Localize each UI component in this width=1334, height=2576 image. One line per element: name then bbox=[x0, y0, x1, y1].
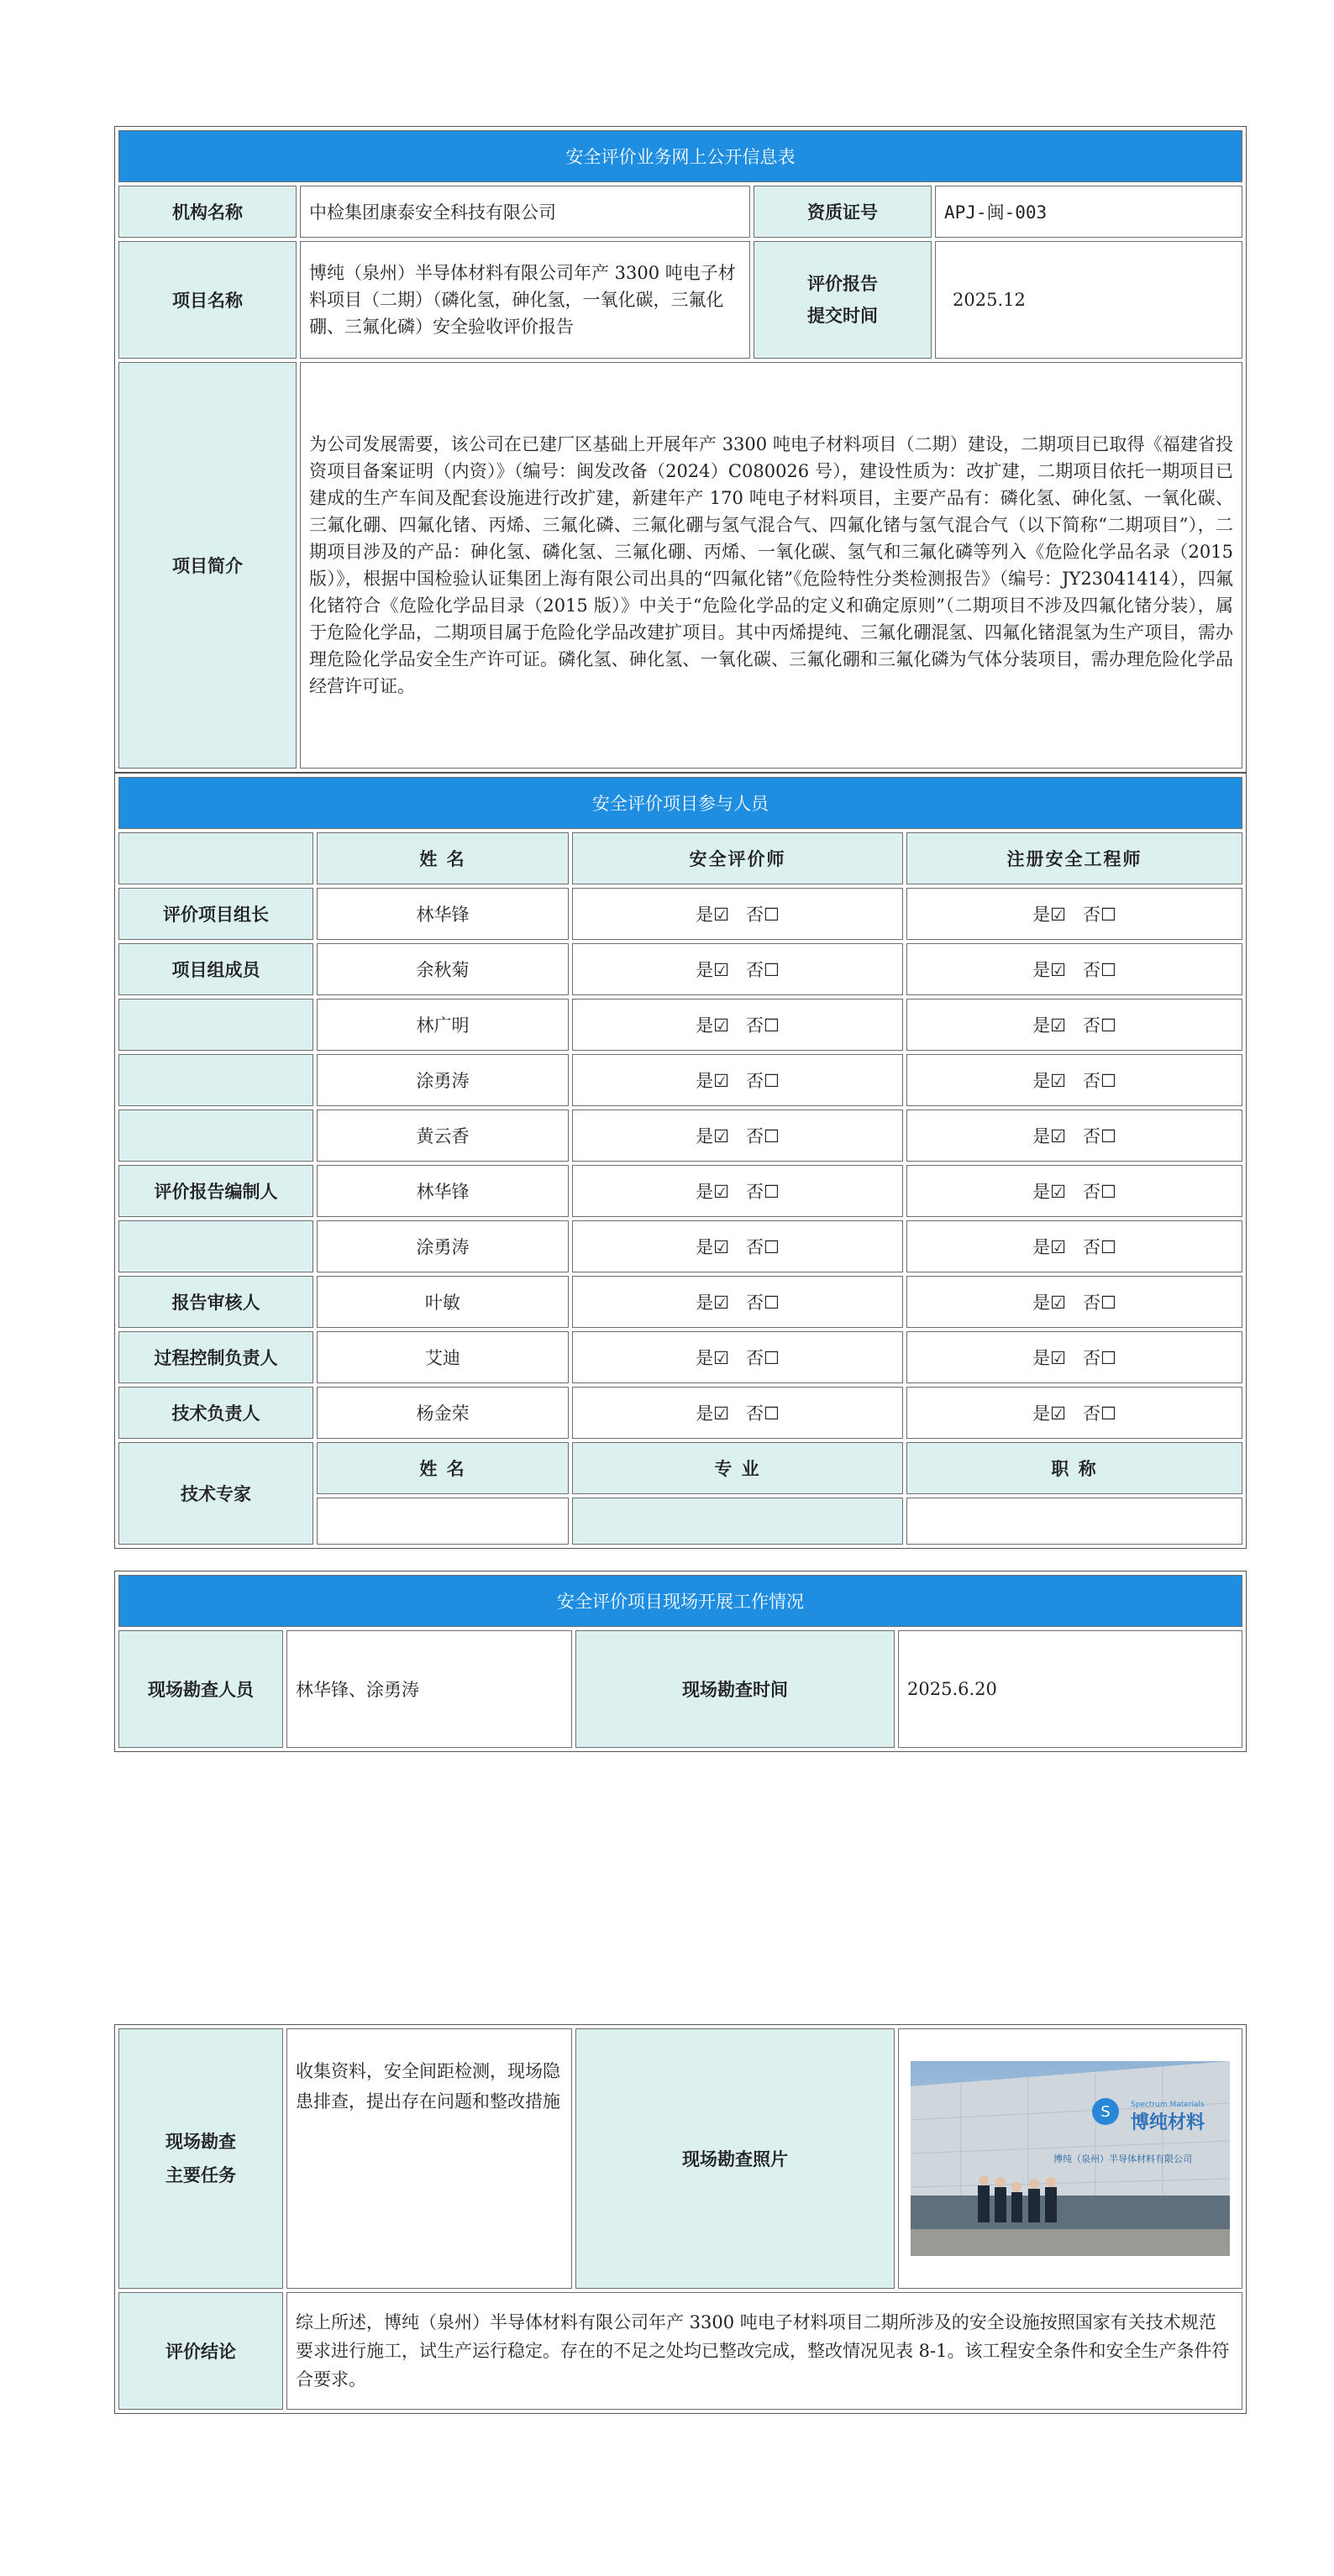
evaluator-checkbox-cell bbox=[572, 943, 903, 995]
evaluator-checkbox-cell bbox=[572, 1110, 903, 1162]
expert-col-field: 专 业 bbox=[572, 1442, 903, 1494]
project-label: 项目名称 bbox=[118, 241, 297, 359]
person-row bbox=[118, 999, 1242, 1051]
person-row bbox=[118, 1387, 1242, 1439]
empty-box-icon: ☐ bbox=[764, 905, 780, 925]
expert-col-title: 职 称 bbox=[906, 1442, 1242, 1494]
no-label: 否 bbox=[746, 1348, 764, 1368]
person-name: 杨金荣 bbox=[317, 1387, 569, 1439]
photo-cell bbox=[898, 2028, 1242, 2289]
evaluator-checkbox-cell bbox=[572, 888, 903, 940]
engineer-checkbox-cell bbox=[906, 999, 1242, 1051]
person-row bbox=[118, 1165, 1242, 1217]
org-value: 中检集团康泰安全科技有限公司 bbox=[300, 186, 750, 238]
person-row bbox=[118, 888, 1242, 940]
checked-box-icon: ☑ bbox=[713, 1237, 729, 1257]
person-row bbox=[118, 1276, 1242, 1328]
col-evaluator: 安全评价师 bbox=[572, 832, 903, 884]
photo-sign-cn: 博纯材料 bbox=[1131, 2112, 1205, 2133]
empty-box-icon: ☐ bbox=[764, 1348, 780, 1368]
project-value: 博纯（泉州）半导体材料有限公司年产 3300 吨电子材料项目（二期）（磷化氢，砷化氢，一氧化碳，三氟化硼、三氟化磷）安全验收评价报告 bbox=[300, 241, 750, 359]
checked-box-icon: ☑ bbox=[1050, 1348, 1066, 1368]
staff-value: 林华锋、涂勇涛 bbox=[286, 1630, 572, 1748]
yes-label: 是 bbox=[696, 960, 714, 980]
svg-text:S: S bbox=[1100, 2103, 1111, 2121]
engineer-checkbox-cell bbox=[906, 1165, 1242, 1217]
person-role bbox=[118, 1054, 313, 1106]
site-photo-image bbox=[911, 2061, 1230, 2256]
conclusion-value: 综上所述，博纯（泉州）半导体材料有限公司年产 3300 吨电子材料项目二期所涉及的安全设施按照国家有关技术规范要求进行施工，试生产运行稳定。存在的不足之处均已整改完成，整改情况见表 8-1。该工程安全条件和安全生产条件符合要求。 bbox=[286, 2292, 1242, 2410]
checked-box-icon: ☑ bbox=[713, 905, 729, 925]
evaluator-checkbox-cell bbox=[572, 1054, 903, 1106]
yes-label: 是 bbox=[696, 1126, 714, 1146]
checked-box-icon: ☑ bbox=[1050, 1015, 1066, 1036]
yes-label: 是 bbox=[1032, 1403, 1051, 1424]
intro-label: 项目简介 bbox=[118, 362, 297, 769]
no-label: 否 bbox=[746, 1071, 764, 1091]
engineer-checkbox-cell bbox=[906, 1220, 1242, 1272]
empty-box-icon: ☐ bbox=[764, 960, 780, 980]
checked-box-icon: ☑ bbox=[713, 1182, 729, 1202]
yes-label: 是 bbox=[1032, 905, 1051, 925]
yes-label: 是 bbox=[696, 1182, 714, 1202]
person-role bbox=[118, 999, 313, 1051]
site-header: 安全评价项目现场开展工作情况 bbox=[118, 1575, 1242, 1627]
person-role bbox=[118, 1110, 313, 1162]
cert-value: APJ-闽-003 bbox=[935, 186, 1242, 238]
person-name: 涂勇涛 bbox=[317, 1054, 569, 1106]
engineer-checkbox-cell bbox=[906, 888, 1242, 940]
checked-box-icon: ☑ bbox=[1050, 1126, 1066, 1146]
empty-box-icon: ☐ bbox=[1100, 1237, 1116, 1257]
no-label: 否 bbox=[1083, 1348, 1100, 1368]
personnel-table bbox=[114, 773, 1247, 1549]
person-role: 技术负责人 bbox=[118, 1387, 313, 1439]
person-role: 项目组成员 bbox=[118, 943, 313, 995]
yes-label: 是 bbox=[696, 1348, 714, 1368]
no-label: 否 bbox=[746, 1126, 764, 1146]
evaluator-checkbox-cell bbox=[572, 1387, 903, 1439]
no-label: 否 bbox=[746, 1182, 764, 1202]
no-label: 否 bbox=[746, 1237, 764, 1257]
empty-box-icon: ☐ bbox=[764, 1237, 780, 1257]
yes-label: 是 bbox=[1032, 1182, 1051, 1202]
evaluator-checkbox-cell bbox=[572, 1276, 903, 1328]
yes-label: 是 bbox=[696, 1015, 714, 1036]
empty-box-icon: ☐ bbox=[764, 1015, 780, 1036]
engineer-checkbox-cell bbox=[906, 1387, 1242, 1439]
cert-label: 资质证号 bbox=[754, 186, 932, 238]
yes-label: 是 bbox=[1032, 1071, 1051, 1091]
site-photo bbox=[911, 2061, 1230, 2256]
person-row bbox=[118, 1220, 1242, 1272]
evaluator-checkbox-cell bbox=[572, 999, 903, 1051]
engineer-checkbox-cell bbox=[906, 1331, 1242, 1383]
engineer-checkbox-cell bbox=[906, 1054, 1242, 1106]
empty-box-icon: ☐ bbox=[1100, 1182, 1116, 1202]
no-label: 否 bbox=[1083, 960, 1100, 980]
no-label: 否 bbox=[746, 1015, 764, 1036]
info-table bbox=[114, 126, 1247, 773]
expert-col-name: 姓 名 bbox=[317, 1442, 569, 1494]
checked-box-icon: ☑ bbox=[713, 1293, 729, 1313]
yes-label: 是 bbox=[696, 1403, 714, 1424]
engineer-checkbox-cell bbox=[906, 1110, 1242, 1162]
task-label-line2: 主要任务 bbox=[165, 2165, 236, 2185]
yes-label: 是 bbox=[1032, 1237, 1051, 1257]
no-label: 否 bbox=[1083, 1293, 1100, 1313]
yes-label: 是 bbox=[696, 905, 714, 925]
expert-name-cell bbox=[317, 1498, 569, 1545]
no-label: 否 bbox=[1083, 1015, 1100, 1036]
time-value: 2025.6.20 bbox=[898, 1630, 1242, 1748]
no-label: 否 bbox=[1083, 1126, 1100, 1146]
engineer-checkbox-cell bbox=[906, 1276, 1242, 1328]
no-label: 否 bbox=[746, 1403, 764, 1424]
empty-box-icon: ☐ bbox=[764, 1071, 780, 1091]
yes-label: 是 bbox=[1032, 960, 1051, 980]
yes-label: 是 bbox=[1032, 1293, 1051, 1313]
no-label: 否 bbox=[1083, 1182, 1100, 1202]
checked-box-icon: ☑ bbox=[1050, 905, 1066, 925]
person-name: 涂勇涛 bbox=[317, 1220, 569, 1272]
expert-field-cell bbox=[572, 1498, 903, 1545]
site-task-table bbox=[114, 2024, 1247, 2414]
person-role: 报告审核人 bbox=[118, 1276, 313, 1328]
table-title: 安全评价业务网上公开信息表 bbox=[118, 130, 1242, 182]
no-label: 否 bbox=[1083, 1403, 1100, 1424]
photo-sign-sub: 博纯（泉州）半导体材料有限公司 bbox=[1053, 2154, 1192, 2164]
checked-box-icon: ☑ bbox=[1050, 1071, 1066, 1091]
yes-label: 是 bbox=[1032, 1126, 1051, 1146]
no-label: 否 bbox=[1083, 1237, 1100, 1257]
submit-value: 2025.12 bbox=[935, 241, 1242, 359]
expert-title-cell bbox=[906, 1498, 1242, 1545]
no-label: 否 bbox=[1083, 905, 1100, 925]
yes-label: 是 bbox=[696, 1071, 714, 1091]
person-role: 评价项目组长 bbox=[118, 888, 313, 940]
person-name: 林华锋 bbox=[317, 888, 569, 940]
no-label: 否 bbox=[746, 1293, 764, 1313]
empty-box-icon: ☐ bbox=[1100, 960, 1116, 980]
person-name: 林广明 bbox=[317, 999, 569, 1051]
evaluator-checkbox-cell bbox=[572, 1220, 903, 1272]
person-row bbox=[118, 1110, 1242, 1162]
yes-label: 是 bbox=[1032, 1015, 1051, 1036]
time-label: 现场勘查时间 bbox=[575, 1630, 895, 1748]
empty-box-icon: ☐ bbox=[1100, 1403, 1116, 1424]
submit-label bbox=[754, 241, 932, 359]
blank-header-cell bbox=[118, 832, 313, 884]
site-table bbox=[114, 1571, 1247, 1752]
photo-label: 现场勘查照片 bbox=[575, 2028, 895, 2289]
staff-label: 现场勘查人员 bbox=[118, 1630, 283, 1748]
expert-label: 技术专家 bbox=[118, 1442, 313, 1545]
checked-box-icon: ☑ bbox=[713, 1403, 729, 1424]
person-name: 余秋菊 bbox=[317, 943, 569, 995]
empty-box-icon: ☐ bbox=[764, 1126, 780, 1146]
task-label bbox=[118, 2028, 283, 2289]
col-name: 姓 名 bbox=[317, 832, 569, 884]
submit-label-line1: 评价报告 bbox=[807, 274, 878, 294]
evaluator-checkbox-cell bbox=[572, 1165, 903, 1217]
person-name: 林华锋 bbox=[317, 1165, 569, 1217]
task-value: 收集资料，安全间距检测，现场隐患排查，提出存在问题和整改措施 bbox=[286, 2028, 572, 2289]
col-engineer: 注册安全工程师 bbox=[906, 832, 1242, 884]
task-label-line1: 现场勘查 bbox=[165, 2132, 236, 2152]
checked-box-icon: ☑ bbox=[1050, 1182, 1066, 1202]
empty-box-icon: ☐ bbox=[764, 1293, 780, 1313]
person-role bbox=[118, 1220, 313, 1272]
org-label: 机构名称 bbox=[118, 186, 297, 238]
person-role: 过程控制负责人 bbox=[118, 1331, 313, 1383]
empty-box-icon: ☐ bbox=[1100, 905, 1116, 925]
checked-box-icon: ☑ bbox=[1050, 1403, 1066, 1424]
engineer-checkbox-cell bbox=[906, 943, 1242, 995]
no-label: 否 bbox=[1083, 1071, 1100, 1091]
empty-box-icon: ☐ bbox=[1100, 1293, 1116, 1313]
person-rows bbox=[118, 888, 1242, 1439]
submit-label-line2: 提交时间 bbox=[807, 306, 878, 326]
personnel-header: 安全评价项目参与人员 bbox=[118, 777, 1242, 829]
evaluator-checkbox-cell bbox=[572, 1331, 903, 1383]
empty-box-icon: ☐ bbox=[764, 1182, 780, 1202]
yes-label: 是 bbox=[696, 1293, 714, 1313]
no-label: 否 bbox=[746, 905, 764, 925]
checked-box-icon: ☑ bbox=[713, 960, 729, 980]
checked-box-icon: ☑ bbox=[1050, 1237, 1066, 1257]
person-name: 黄云香 bbox=[317, 1110, 569, 1162]
empty-box-icon: ☐ bbox=[1100, 1015, 1116, 1036]
yes-label: 是 bbox=[1032, 1348, 1051, 1368]
conclusion-label: 评价结论 bbox=[118, 2292, 283, 2410]
person-row bbox=[118, 1054, 1242, 1106]
checked-box-icon: ☑ bbox=[713, 1126, 729, 1146]
empty-box-icon: ☐ bbox=[764, 1403, 780, 1424]
person-name: 艾迪 bbox=[317, 1331, 569, 1383]
intro-text: 为公司发展需要，该公司在已建厂区基础上开展年产 3300 吨电子材料项目（二期）建设，二期项目已取得《福建省投资项目备案证明（内资）》（编号：闽发改备（2024）C080026 号），建设性质为：改扩建，二期项目依托一期项目已建成的生产车间及配套设施进行改扩建，新建年产 170 吨电子材料项目，主要产品有：磷化氢、砷化氢、一氧化碳、三氟化硼、四氟化锗、丙烯、三氟化磷、三氟化硼与氢气混合气、四氟化锗与氢气混合气（以下简称“二期项目”），二期项目涉及的产品：砷化氢、磷化氢、三氟化硼、丙烯、一氧化碳、氢气和三氟化磷等列入《危险化学品名录（2015 版）》，根据中国检验认证集团上海有限公司出具的“四氟化锗”《危险特性分类检测报告》（编号：JY23041414），四氟化锗符合《危险化学品目录（2015 版）》中关于“危险化学品的定义和确定原则”（二期项目不涉及四氟化锗分装），属于危险化学品，二期项目属于危险化学品改建扩项目。其中丙烯提纯、三氟化硼混氢、四氟化锗混氢为生产项目，需办理危险化学品安全生产许可证。磷化氢、砷化氢、一氧化碳、三氟化硼和三氟化磷为气体分装项目，需办理危险化学品经营许可证。 bbox=[300, 362, 1242, 769]
checked-box-icon: ☑ bbox=[713, 1071, 729, 1091]
checked-box-icon: ☑ bbox=[1050, 1293, 1066, 1313]
checked-box-icon: ☑ bbox=[1050, 960, 1066, 980]
empty-box-icon: ☐ bbox=[1100, 1126, 1116, 1146]
empty-box-icon: ☐ bbox=[1100, 1071, 1116, 1091]
person-role: 评价报告编制人 bbox=[118, 1165, 313, 1217]
person-row bbox=[118, 1331, 1242, 1383]
checked-box-icon: ☑ bbox=[713, 1015, 729, 1036]
person-row bbox=[118, 943, 1242, 995]
yes-label: 是 bbox=[696, 1237, 714, 1257]
empty-box-icon: ☐ bbox=[1100, 1348, 1116, 1368]
checked-box-icon: ☑ bbox=[713, 1348, 729, 1368]
person-name: 叶敏 bbox=[317, 1276, 569, 1328]
photo-sign-en: Spectrum Materials bbox=[1131, 2101, 1205, 2109]
no-label: 否 bbox=[746, 960, 764, 980]
